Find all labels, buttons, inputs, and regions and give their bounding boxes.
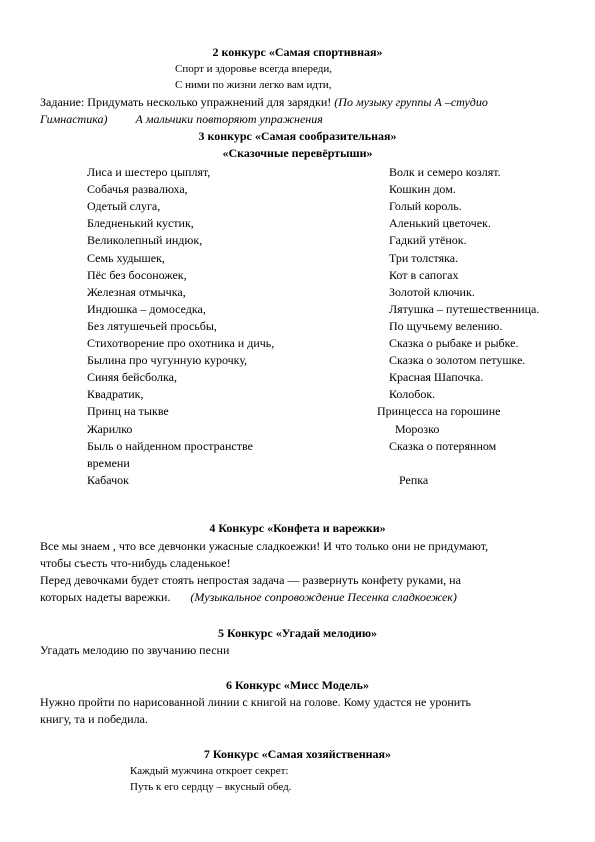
pair-right-title: Гадкий утёнок. xyxy=(389,233,467,248)
pair-right-title: Репка xyxy=(399,472,429,487)
pair-row xyxy=(87,403,567,420)
section-4-text-line: Перед девочками будет стоять непростая задача — развернуть конфету руками, на xyxy=(40,573,461,587)
pair-right-title: Красная Шапочка. xyxy=(389,370,484,385)
section-3-subtitle: «Сказочные перевёртыши» xyxy=(222,146,373,160)
task-boys-note: А мальчики повторяют упражнения xyxy=(135,112,323,126)
pair-right-title: Волк и семеро козлят. xyxy=(389,165,501,179)
pair-row xyxy=(87,318,567,335)
pair-right-title: По щучьему велению. xyxy=(389,318,503,333)
section-2-task xyxy=(40,94,488,111)
task-music-note: (По музыку группы А –студио xyxy=(334,95,488,109)
section-5-title: 5 Конкурс «Угадай мелодию» xyxy=(217,626,378,640)
pair-left-title: Бледненький кустик, xyxy=(87,216,194,231)
pair-row xyxy=(87,301,567,318)
pair-row xyxy=(87,335,567,352)
pair-row xyxy=(87,472,567,489)
pair-row xyxy=(87,438,567,455)
pair-right-title: Аленький цветочек. xyxy=(389,216,491,231)
section-2-verse-line: Спорт и здоровье всегда впереди, xyxy=(175,63,333,75)
music-note: (Музыкальное сопровождение Песенка сладкоежек) xyxy=(190,590,457,604)
section-2-task-cont xyxy=(40,111,323,128)
pair-row xyxy=(87,215,567,232)
pair-row xyxy=(87,164,567,181)
pair-row xyxy=(87,386,567,403)
task-text: Задание: Придумать несколько упражнений для зарядки! xyxy=(40,95,332,109)
pair-row xyxy=(87,352,567,369)
pair-left-title: Синяя бейсболка, xyxy=(87,370,177,385)
pair-right-title: Золотой ключик. xyxy=(389,284,475,299)
pair-right-title: Три толстяка. xyxy=(389,250,459,265)
pair-right-title: Голый король. xyxy=(389,199,462,214)
section-6-title: 6 Конкурс «Мисс Модель» xyxy=(226,678,369,692)
pair-left-title: Собачья развалюха, xyxy=(87,182,188,197)
task-music-note-cont: Гимнастика) xyxy=(40,112,108,126)
pair-row xyxy=(87,421,567,438)
pair-right-title: Кошкин дом. xyxy=(389,182,456,197)
pair-row xyxy=(87,284,567,301)
pair-row xyxy=(87,369,567,386)
pair-right-title: Колобок. xyxy=(389,387,436,402)
pair-right-title: Сказка о золотом петушке. xyxy=(389,353,526,368)
section-3-title: 3 конкурс «Самая сообразительная» xyxy=(198,129,397,143)
pair-left-title: Кабачок xyxy=(87,472,129,487)
pair-row xyxy=(87,250,567,267)
section-5-text-line: Угадать мелодию по звучанию песни xyxy=(40,643,230,657)
section-2-title: 2 конкурс «Самая спортивная» xyxy=(212,45,383,59)
section-4-title: 4 Конкурс «Конфета и варежки» xyxy=(209,521,386,535)
pair-right-title: Принцесса на горошине xyxy=(377,404,501,419)
pair-row xyxy=(87,455,567,472)
pair-left-title: Лиса и шестеро цыплят, xyxy=(87,165,211,179)
pair-left-title: Семь худышек, xyxy=(87,250,165,265)
pair-row xyxy=(87,198,567,215)
pair-right-title: Сказка о потерянном xyxy=(389,438,497,453)
pair-right-title: Морозко xyxy=(395,421,440,436)
pair-left-title: Индюшка – домоседка, xyxy=(87,301,206,316)
section-6-text-line: Нужно пройти по нарисованной линии с книгой на голове. Кому удастся не уронить xyxy=(40,695,471,709)
section-7-verse-line: Каждый мужчина откроет секрет: xyxy=(130,765,289,777)
pair-left-title: Былина про чугунную курочку, xyxy=(87,353,248,368)
pair-row xyxy=(87,181,567,198)
section-4-text-line xyxy=(40,589,457,606)
pair-row xyxy=(87,232,567,249)
pair-right-title: Кот в сапогах xyxy=(389,267,459,282)
pair-left-title: Принц на тыкве xyxy=(87,404,169,419)
section-7-verse-line: Путь к его сердцу – вкусный обед. xyxy=(130,781,292,793)
pair-right-title: Сказка о рыбаке и рыбке. xyxy=(389,336,519,350)
pair-left-title: Жарилко xyxy=(87,421,133,436)
pair-left-title: времени xyxy=(87,455,130,470)
pair-left-title: Пёс без босоножек, xyxy=(87,267,187,282)
pair-left-title: Быль о найденном пространстве xyxy=(87,438,253,453)
section-7-title: 7 Конкурс «Самая хозяйственная» xyxy=(203,747,392,761)
pair-left-title: Квадратик, xyxy=(87,387,144,402)
section-4-text-line: чтобы съесть что-нибудь сладенькое! xyxy=(40,556,231,570)
text: которых надеты варежки. xyxy=(40,590,171,604)
section-6-text-line: книгу, та и победила. xyxy=(40,712,148,726)
pair-left-title: Одетый слуга, xyxy=(87,199,161,214)
pair-left-title: Стихотворение про охотника и дичь, xyxy=(87,336,275,350)
pair-left-title: Железная отмычка, xyxy=(87,284,186,299)
section-4-text-line: Все мы знаем , что все девчонки ужасные сладкоежки! И что только они не придумают, xyxy=(40,539,489,553)
pair-left-title: Великолепный индюк, xyxy=(87,233,203,248)
pair-left-title: Без лятушечьей просьбы, xyxy=(87,318,217,333)
pair-right-title: Лятушка – путешественница. xyxy=(389,301,540,316)
section-2-verse-line: С ними по жизни легко вам идти, xyxy=(175,79,332,91)
pair-row xyxy=(87,267,567,284)
